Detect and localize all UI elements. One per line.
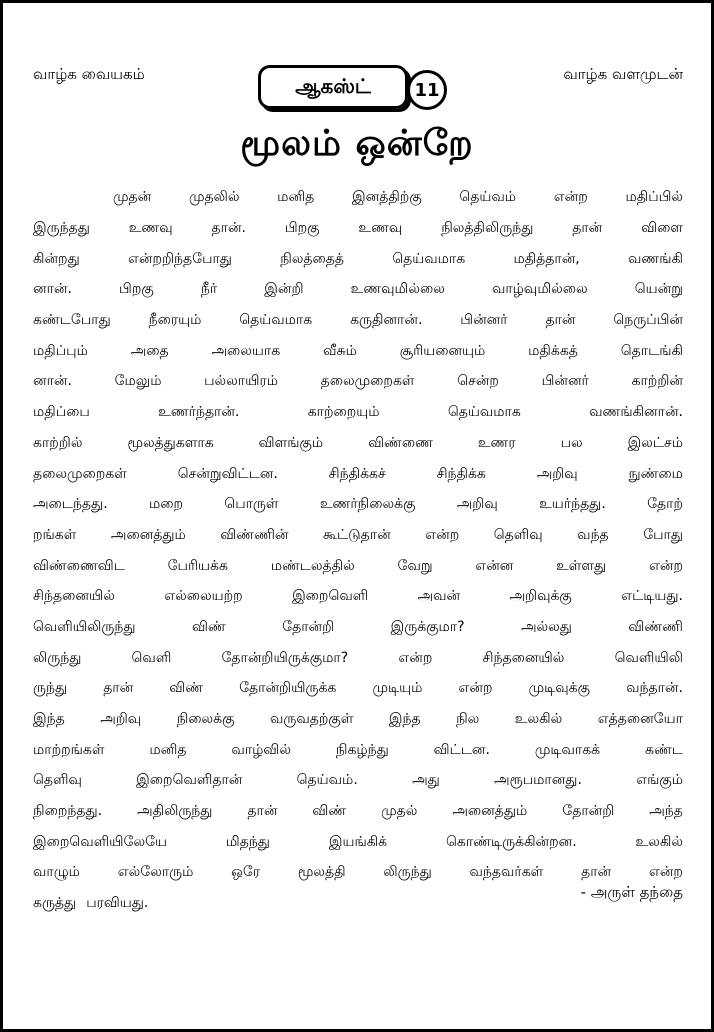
day-circle (407, 70, 447, 110)
body-line: றங்கள் அனைத்தும் விண்ணின் கூட்டுதான் என்ற தெளிவு வந்த போது (33, 526, 683, 543)
body-line: ருந்து தான் விண் தோன்றியிருக்க முடியும் என்ற முடிவுக்கு வந்தான். (33, 680, 683, 697)
body-line: முதன் முதலில் மனித இனத்திற்கு தெய்வம் என்ற மதிப்பில் (113, 189, 683, 206)
body-line: வாழும் எல்லோரும் ஒரே மூலத்தி லிருந்து வந்தவர்கள் தான் என்ற (33, 864, 683, 881)
body-line: லிருந்து வெளி தோன்றியிருக்குமா? என்ற சிந்தனையில் வெளியிலி (33, 649, 683, 666)
body-line: காற்றில் மூலத்துகளாக விளங்கும் விண்ணை உணர பல இலட்சம் (33, 434, 683, 451)
body-line: னான். மேலும் பல்லாயிரம் தலைமுறைகள் சென்ற பின்னர் காற்றின் (33, 373, 683, 390)
body-line: கருத்து பரவியது. (33, 895, 149, 912)
body-line: இருந்தது உணவு தான். பிறகு உணவு நிலத்திலிருந்து தான் விளை (33, 220, 683, 237)
signature: - அருள் தந்தை (580, 883, 683, 901)
body-line: இந்த அறிவு நிலைக்கு வருவதற்குள் இந்த நில உலகில் எத்தனையோ (33, 711, 683, 728)
body-line: சிந்தனையில் எல்லையற்ற இறைவெளி அவன் அறிவுக்கு எட்டியது. (33, 588, 683, 605)
header-right-text: வாழ்க வளமுடன் (563, 65, 683, 83)
header-left-text: வாழ்க வையகம் (33, 65, 145, 83)
body-line: மாற்றங்கள் மனித வாழ்வில் நிகழ்ந்து விட்டன. முடிவாகக் கண்ட (33, 741, 683, 758)
body-paragraph (33, 183, 683, 920)
body-line: வெளியிலிருந்து விண் தோன்றி இருக்குமா? அல்லது விண்ணி (33, 618, 683, 635)
body-line: தலைமுறைகள் சென்றுவிட்டன. சிந்திக்கச் சிந்திக்க அறிவு நுண்மை (33, 465, 683, 482)
body-line: விண்ணைவிட பேரியக்க மண்டலத்தில் வேறு என்ன உள்ளது என்ற (33, 557, 683, 574)
body-line: கின்றது என்றறிந்தபோது நிலத்தைத் தெய்வமாக மதித்தான், வணங்கி (33, 250, 683, 267)
month-badge (258, 65, 408, 109)
body-line: தெளிவு இறைவெளிதான் தெய்வம். அது அரூபமானது. எங்கும் (33, 772, 683, 789)
body-line: னான். பிறகு நீர் இன்றி உணவுமில்லை வாழ்வுமில்லை யென்று (33, 281, 683, 298)
month-label: ஆகஸ்ட் (295, 73, 371, 98)
body-line: இறைவெளியிலேயே மிதந்து இயங்கிக் கொண்டிருக்கின்றன. உலகில் (33, 833, 683, 850)
body-line: அடைந்தது. மறை பொருள் உணர்நிலைக்கு அறிவு உயர்ந்தது. தோற் (33, 496, 683, 513)
body-line: நிறைந்தது. அதிலிருந்து தான் விண் முதல் அனைத்தும் தோன்றி அந்த (33, 803, 683, 820)
page-title: மூலம் ஒன்றே (240, 123, 474, 164)
day-number: 11 (414, 79, 440, 101)
body-line: மதிப்பை உணர்ந்தான். காற்றையும் தெய்வமாக வணங்கினான். (33, 404, 683, 421)
body-line: கண்டபோது நீரையும் தெய்வமாக கருதினான். பின்னர் தான் நெருப்பின் (33, 312, 683, 329)
body-line: மதிப்பும் அதை அலையாக வீசும் சூரியனையும் மதிக்கத் தொடங்கி (33, 342, 683, 359)
